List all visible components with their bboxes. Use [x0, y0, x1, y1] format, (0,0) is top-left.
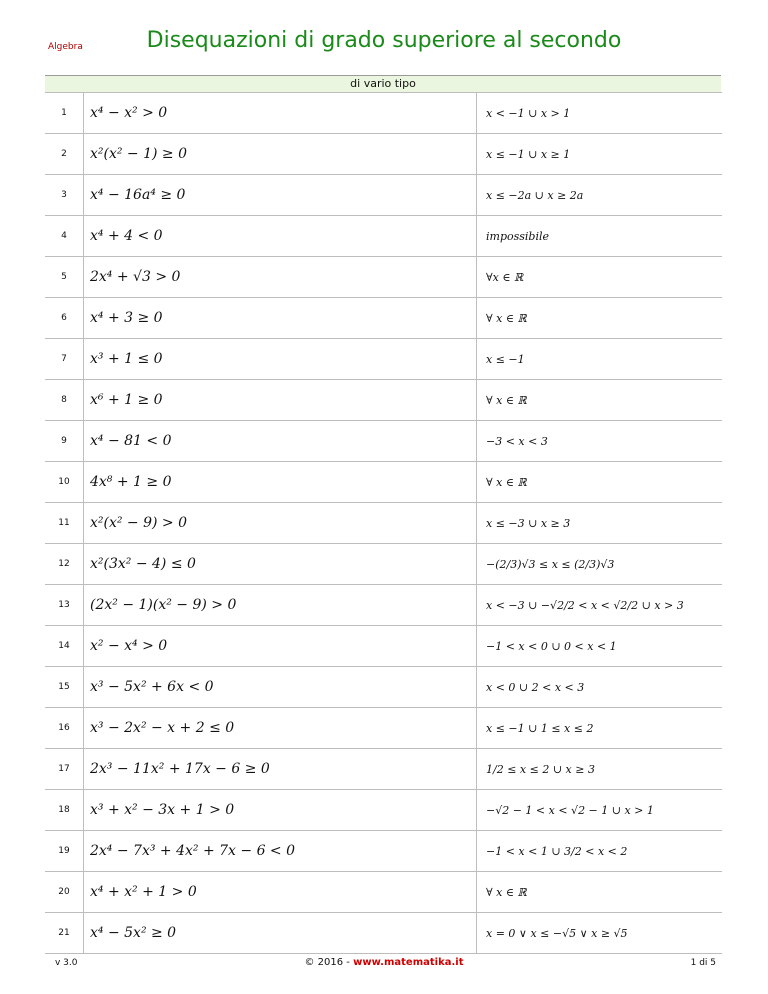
exercise-number: 14: [45, 626, 84, 667]
solution: −1 < x < 1 ∪ 3/2 < x < 2: [477, 831, 723, 872]
inequality: (2x² − 1)(x² − 9) > 0: [84, 585, 477, 626]
exercise-number: 17: [45, 749, 84, 790]
exercise-number: 12: [45, 544, 84, 585]
inequality: x²(3x² − 4) ≤ 0: [84, 544, 477, 585]
inequality: x⁴ − 5x² ≥ 0: [84, 913, 477, 954]
exercise-number: 9: [45, 421, 84, 462]
solution: x ≤ −3 ∪ x ≥ 3: [477, 503, 723, 544]
solution: −3 < x < 3: [477, 421, 723, 462]
exercise-number: 13: [45, 585, 84, 626]
exercise-number: 4: [45, 216, 84, 257]
solution: impossibile: [477, 216, 723, 257]
inequality: x⁶ + 1 ≥ 0: [84, 380, 477, 421]
solution: 1/2 ≤ x ≤ 2 ∪ x ≥ 3: [477, 749, 723, 790]
inequality: x⁴ − x² > 0: [84, 93, 477, 134]
solution: ∀ x ∈ ℝ: [477, 380, 723, 421]
exercise-number: 3: [45, 175, 84, 216]
exercise-number: 6: [45, 298, 84, 339]
exercise-number: 20: [45, 872, 84, 913]
exercise-row: [45, 421, 722, 462]
solution: x = 0 ∨ x ≤ −√5 ∨ x ≥ √5: [477, 913, 723, 954]
exercise-row: [45, 544, 722, 585]
solution: ∀ x ∈ ℝ: [477, 298, 723, 339]
exercise-row: [45, 93, 722, 134]
inequality: x³ + x² − 3x + 1 > 0: [84, 790, 477, 831]
solution: x ≤ −2a ∪ x ≥ 2a: [477, 175, 723, 216]
solution: x ≤ −1: [477, 339, 723, 380]
inequality: 4x⁸ + 1 ≥ 0: [84, 462, 477, 503]
solution: x < −3 ∪ −√2/2 < x < √2/2 ∪ x > 3: [477, 585, 723, 626]
exercise-row: [45, 298, 722, 339]
page-number: 1 di 5: [690, 958, 716, 968]
exercise-row: [45, 339, 722, 380]
inequality: x⁴ + 3 ≥ 0: [84, 298, 477, 339]
exercise-number: 18: [45, 790, 84, 831]
page-title: Disequazioni di grado superiore al secondo: [146, 28, 622, 53]
exercise-row: [45, 872, 722, 913]
solution: x ≤ −1 ∪ x ≥ 1: [477, 134, 723, 175]
exercise-row: [45, 134, 722, 175]
exercise-row: [45, 790, 722, 831]
copyright-text: © 2016 -: [304, 957, 354, 968]
inequality: x³ − 5x² + 6x < 0: [84, 667, 477, 708]
exercise-number: 8: [45, 380, 84, 421]
exercise-row: [45, 175, 722, 216]
solution: x ≤ −1 ∪ 1 ≤ x ≤ 2: [477, 708, 723, 749]
exercise-row: [45, 216, 722, 257]
exercise-row: [45, 913, 722, 954]
solution: ∀ x ∈ ℝ: [477, 462, 723, 503]
solution: x < −1 ∪ x > 1: [477, 93, 723, 134]
solution: ∀ x ∈ ℝ: [477, 872, 723, 913]
exercise-row: [45, 380, 722, 421]
inequality: x⁴ + 4 < 0: [84, 216, 477, 257]
exercise-row: [45, 585, 722, 626]
exercise-number: 16: [45, 708, 84, 749]
section-tag: Algebra: [48, 42, 83, 52]
solution: −√2 − 1 < x < √2 − 1 ∪ x > 1: [477, 790, 723, 831]
exercise-number: 19: [45, 831, 84, 872]
exercise-number: 21: [45, 913, 84, 954]
table-subtitle: di vario tipo: [45, 75, 721, 92]
inequality: x² − x⁴ > 0: [84, 626, 477, 667]
exercise-row: [45, 503, 722, 544]
exercise-table: [45, 92, 722, 954]
inequality: x²(x² − 1) ≥ 0: [84, 134, 477, 175]
solution: x < 0 ∪ 2 < x < 3: [477, 667, 723, 708]
inequality: 2x³ − 11x² + 17x − 6 ≥ 0: [84, 749, 477, 790]
inequality: x²(x² − 9) > 0: [84, 503, 477, 544]
solution: −1 < x < 0 ∪ 0 < x < 1: [477, 626, 723, 667]
inequality: x⁴ − 16a⁴ ≥ 0: [84, 175, 477, 216]
exercise-number: 1: [45, 93, 84, 134]
inequality: x⁴ − 81 < 0: [84, 421, 477, 462]
exercise-row: [45, 667, 722, 708]
inequality: x⁴ + x² + 1 > 0: [84, 872, 477, 913]
inequality: 2x⁴ − 7x³ + 4x² + 7x − 6 < 0: [84, 831, 477, 872]
exercise-number: 7: [45, 339, 84, 380]
version-label: v 3.0: [55, 958, 78, 968]
site-link[interactable]: www.matematika.it: [353, 957, 464, 968]
solution: ∀x ∈ ℝ: [477, 257, 723, 298]
inequality: x³ + 1 ≤ 0: [84, 339, 477, 380]
exercise-number: 10: [45, 462, 84, 503]
exercise-row: [45, 749, 722, 790]
exercise-row: [45, 626, 722, 667]
exercise-row: [45, 462, 722, 503]
exercise-number: 5: [45, 257, 84, 298]
footer-copyright: [0, 957, 768, 968]
exercise-row: [45, 257, 722, 298]
inequality: x³ − 2x² − x + 2 ≤ 0: [84, 708, 477, 749]
exercise-number: 15: [45, 667, 84, 708]
exercise-row: [45, 708, 722, 749]
solution: −(2/3)√3 ≤ x ≤ (2/3)√3: [477, 544, 723, 585]
exercise-number: 11: [45, 503, 84, 544]
exercise-number: 2: [45, 134, 84, 175]
exercise-row: [45, 831, 722, 872]
inequality: 2x⁴ + √3 > 0: [84, 257, 477, 298]
